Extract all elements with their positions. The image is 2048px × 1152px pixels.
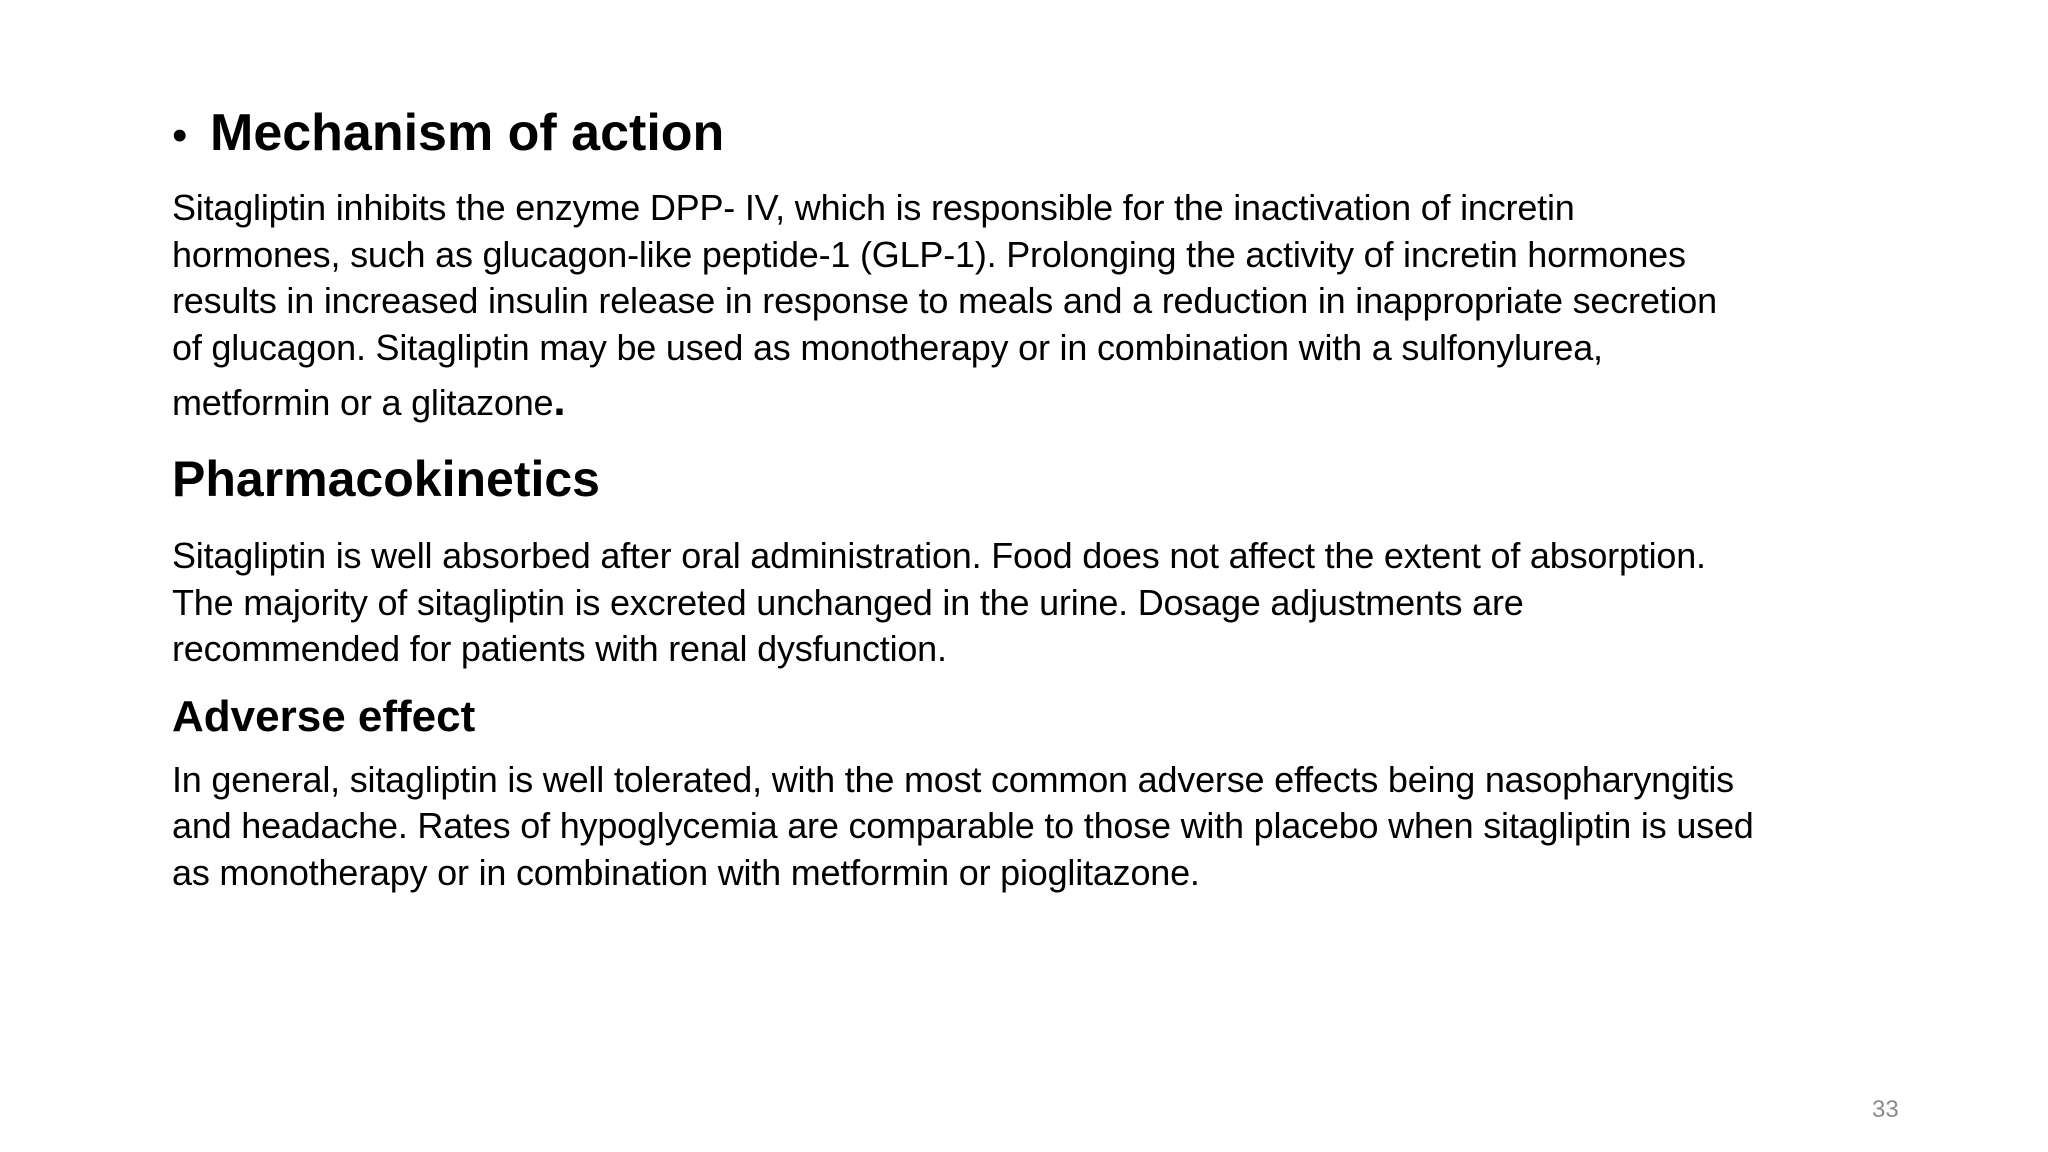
paragraph-line: hormones, such as glucagon-like peptide-1 (GLP-1). Prolonging the activity of incretin hormones [172,233,1686,275]
mechanism-heading [172,100,1942,169]
bullet-icon: • [172,111,188,160]
pharmacokinetics-heading: Pharmacokinetics [172,451,600,507]
slide-content [172,100,1942,896]
adverse-effect-heading: Adverse effect [172,691,476,741]
paragraph-last-line [172,371,1942,433]
paragraph-line: of glucagon. Sitagliptin may be used as monotherapy or in combination with a sulfonylurea, [172,326,1603,368]
pharmacokinetics-paragraph [172,533,1942,673]
paragraph-line-text: metformin or a glitazone [172,382,554,423]
paragraph-line: recommended for patients with renal dysfunction. [172,628,947,669]
mechanism-paragraph [172,185,1942,433]
adverse-effect-paragraph [172,757,1942,897]
paragraph-line: Sitagliptin inhibits the enzyme DPP- IV, which is responsible for the inactivation of incretin [172,187,1575,228]
page-number: 33 [1872,1096,1899,1123]
paragraph-period: . [553,376,566,425]
paragraph-line: as monotherapy or in combination with metformin or pioglitazone. [172,851,1200,893]
paragraph-line: results in increased insulin release in response to meals and a reduction in inappropriate secretion [172,280,1717,321]
mechanism-heading-text: Mechanism of action [210,104,725,162]
paragraph-line: In general, sitagliptin is well tolerated, with the most common adverse effects being nasopharyngitis [172,758,1734,800]
paragraph-line: The majority of sitagliptin is excreted unchanged in the urine. Dosage adjustments are [172,581,1524,623]
paragraph-line: and headache. Rates of hypoglycemia are comparable to those with placebo when sitagliptin is used [172,805,1754,846]
paragraph-line: Sitagliptin is well absorbed after oral administration. Food does not affect the extent of absorption. [172,535,1706,576]
